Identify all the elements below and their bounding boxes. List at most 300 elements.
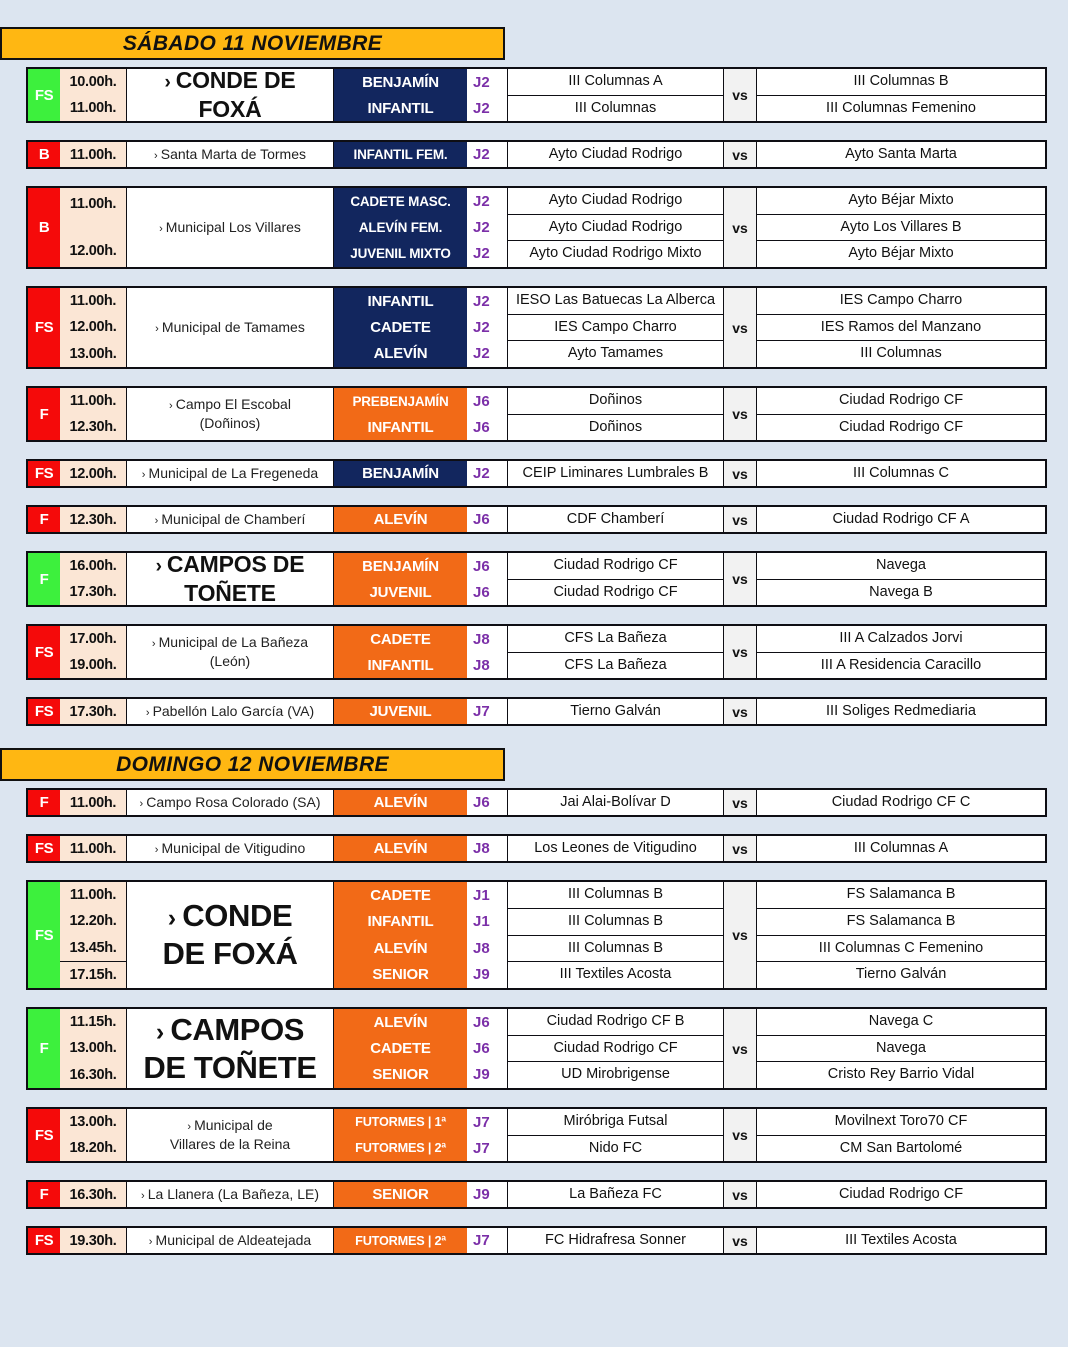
time-column [60, 507, 127, 532]
block-gap [0, 607, 1068, 624]
time-cell: 13.00h. [69, 1040, 117, 1057]
sport-badge: B [28, 188, 60, 267]
vs-separator: vs [724, 553, 757, 605]
chevron-right-icon: › [167, 904, 183, 933]
home-team-cell: Ciudad Rodrigo CF [508, 1035, 723, 1062]
away-team-cell: III Columnas A [853, 839, 949, 856]
time-cell: 11.00h. [69, 887, 117, 904]
jornada-cell: J6 [473, 511, 490, 528]
time-cell: 16.00h. [69, 558, 117, 574]
vs-separator: vs [724, 1182, 757, 1207]
vs-separator: vs [724, 1228, 757, 1253]
jornada-column [467, 699, 508, 724]
venue-cell [127, 1109, 334, 1161]
jornada-column [467, 790, 508, 815]
jornada-column [467, 626, 508, 678]
time-cell: 12.30h. [69, 419, 117, 435]
jornada-column [467, 1182, 508, 1207]
schedule-block [26, 697, 1047, 726]
category-column [334, 69, 467, 121]
home-team-cell: UD Mirobrigense [508, 1061, 723, 1088]
away-team-cell: Navega [876, 557, 926, 574]
category-cell: INFANTIL [367, 913, 434, 931]
schedule-block [26, 286, 1047, 369]
time-cell: 17.30h. [69, 703, 117, 720]
category-cell: CADETE [370, 1039, 431, 1057]
home-team-cell: III Columnas B [508, 908, 723, 935]
block-gap [0, 1090, 1068, 1107]
home-team-cell: Miróbriga Futsal [563, 1113, 668, 1130]
away-team-cell: Movilnext Toro70 CF [834, 1113, 968, 1130]
away-team-cell: FS Salamanca B [846, 886, 956, 903]
away-team-column [757, 699, 1045, 724]
away-team-cell: Ayto Santa Marta [845, 145, 957, 162]
venue-label: › Municipal de La Fregeneda [141, 465, 319, 482]
day-banner-2 [0, 748, 505, 781]
vs-separator: vs [724, 836, 757, 861]
away-team-cell: IES Campo Charro [839, 292, 963, 309]
vs-separator: vs [724, 507, 757, 532]
home-team-cell: Tierno Galván [570, 702, 661, 719]
jornada-cell: J9 [473, 966, 490, 984]
category-column [334, 790, 467, 815]
category-cell: INFANTIL [367, 292, 434, 310]
time-column [60, 1009, 127, 1088]
category-cell: ALEVÍN [373, 1013, 428, 1031]
jornada-cell: J7 [473, 1139, 490, 1157]
venue-cell [127, 69, 334, 121]
sport-badge: FS [28, 461, 60, 486]
home-team-column [508, 790, 724, 815]
away-team-cell: IES Ramos del Manzano [757, 314, 1045, 341]
away-team-column [757, 1109, 1045, 1161]
jornada-cell: J2 [473, 245, 490, 263]
category-cell: SENIOR [372, 1066, 429, 1084]
time-cell: 16.30h. [69, 1066, 117, 1083]
sport-badge: B [28, 142, 60, 167]
block-gap [0, 534, 1068, 551]
away-team-column [757, 288, 1045, 367]
sport-badge: FS [28, 69, 60, 121]
venue-cell [127, 461, 334, 486]
jornada-cell: J7 [473, 1232, 490, 1249]
schedule-block [26, 505, 1047, 534]
time-column [60, 790, 127, 815]
chevron-right-icon: › [139, 798, 147, 811]
category-cell: FUTORMES | 2ª [355, 1141, 446, 1155]
chevron-right-icon: › [154, 515, 162, 528]
category-column [334, 882, 467, 988]
jornada-cell: J9 [473, 1186, 490, 1203]
away-team-cell: Ciudad Rodrigo CF A [832, 510, 970, 527]
home-team-cell: Nido FC [508, 1135, 723, 1162]
category-cell: CADETE [370, 318, 431, 336]
category-column [334, 188, 467, 267]
time-cell: 13.00h. [69, 345, 117, 362]
venue-cell [127, 882, 334, 988]
jornada-cell: J6 [473, 418, 490, 436]
banner-spacer [0, 726, 1068, 748]
away-team-cell: Navega B [757, 579, 1045, 606]
block-gap [0, 269, 1068, 286]
jornada-column [467, 882, 508, 988]
away-team-cell: III Columnas Femenino [757, 95, 1045, 122]
jornada-column [467, 1009, 508, 1088]
venue-cell [127, 1182, 334, 1207]
time-column [60, 1109, 127, 1161]
jornada-cell: J6 [473, 1013, 490, 1031]
away-team-column [757, 626, 1045, 678]
block-gap [0, 369, 1068, 386]
category-cell: ALEVÍN [373, 345, 428, 363]
home-team-cell: III Columnas B [508, 935, 723, 962]
jornada-column [467, 69, 508, 121]
sport-badge: FS [28, 1109, 60, 1161]
time-cell: 11.00h. [69, 100, 117, 116]
category-column [334, 461, 467, 486]
jornada-cell: J2 [473, 99, 490, 117]
sport-badge: F [28, 790, 60, 815]
chevron-right-icon: › [145, 707, 153, 720]
schedule-block [26, 788, 1047, 817]
away-team-cell: III Columnas C [853, 464, 949, 481]
jornada-cell: J2 [473, 345, 490, 363]
time-column [60, 288, 127, 367]
home-team-cell: Jai Alai-Bolívar D [560, 793, 671, 810]
time-cell: 12.00h. [69, 465, 117, 482]
time-cell: 12.00h. [69, 319, 117, 336]
banner-spacer [0, 0, 1068, 27]
sport-badge: F [28, 388, 60, 440]
away-team-cell: III Columnas B [853, 73, 949, 90]
category-column [334, 1228, 467, 1253]
schedule-block [26, 1226, 1047, 1255]
home-team-cell: III Textiles Acosta [508, 961, 723, 988]
away-team-column [757, 142, 1045, 167]
block-gap [0, 488, 1068, 505]
time-cell: 11.00h. [69, 195, 117, 212]
chevron-right-icon: › [155, 323, 162, 336]
jornada-cell: J8 [473, 630, 490, 648]
away-team-column [757, 188, 1045, 267]
category-column [334, 1182, 467, 1207]
jornada-cell: J8 [473, 656, 490, 674]
chevron-right-icon: › [148, 1236, 156, 1249]
jornada-column [467, 188, 508, 267]
category-cell: JUVENIL [369, 583, 432, 601]
chevron-right-icon: › [187, 1121, 195, 1134]
time-cell: 19.00h. [69, 657, 117, 673]
sport-badge: FS [28, 836, 60, 861]
vs-separator: vs [724, 288, 757, 367]
time-cell: 11.00h. [69, 794, 117, 811]
home-team-cell: Ciudad Rodrigo CF [553, 557, 678, 574]
away-team-column [757, 461, 1045, 486]
jornada-cell: J8 [473, 840, 490, 857]
category-column [334, 553, 467, 605]
jornada-cell: J7 [473, 1113, 490, 1131]
sport-badge: FS [28, 1228, 60, 1253]
category-cell: ALEVÍN FEM. [358, 219, 443, 235]
jornada-cell: J2 [473, 318, 490, 336]
venue-label: › CONDE DE FOXÁ [164, 67, 296, 122]
home-team-column [508, 626, 724, 678]
home-team-cell: Ciudad Rodrigo CF B [546, 1013, 685, 1030]
category-cell: CADETE [370, 886, 431, 904]
away-team-cell: Ciudad Rodrigo CF [757, 414, 1045, 441]
home-team-column [508, 1109, 724, 1161]
time-column [60, 69, 127, 121]
venue-cell [127, 836, 334, 861]
category-cell: CADETE [370, 630, 431, 648]
sport-badge: FS [28, 699, 60, 724]
venue-label: › Campo El Escobal (Doñinos) [169, 396, 291, 431]
home-team-column [508, 836, 724, 861]
chevron-right-icon: › [151, 638, 159, 651]
venue-cell [127, 1009, 334, 1088]
time-cell: 11.00h. [69, 393, 117, 409]
schedule-block [26, 459, 1047, 488]
time-cell: 11.00h. [69, 146, 117, 163]
sport-badge: FS [28, 288, 60, 367]
venue-cell [127, 388, 334, 440]
block-gap [0, 863, 1068, 880]
jornada-cell: J2 [473, 218, 490, 236]
jornada-cell: J8 [473, 939, 490, 957]
home-team-column [508, 69, 724, 121]
venue-label: › Municipal de Chamberí [154, 511, 306, 528]
jornada-cell: J2 [473, 465, 490, 482]
away-team-column [757, 1228, 1045, 1253]
home-team-column [508, 1228, 724, 1253]
away-team-cell: Ayto Béjar Mixto [757, 240, 1045, 267]
venue-label: › Municipal de La Bañeza (León) [151, 634, 309, 669]
category-cell: FUTORMES | 2ª [355, 1233, 446, 1248]
vs-separator: vs [724, 882, 757, 988]
vs-separator: vs [724, 388, 757, 440]
jornada-cell: J2 [473, 73, 490, 91]
home-team-cell: Ayto Ciudad Rodrigo Mixto [508, 240, 723, 267]
venue-cell [127, 626, 334, 678]
home-team-column [508, 1009, 724, 1088]
chevron-right-icon: › [155, 556, 167, 578]
jornada-cell: J6 [473, 794, 490, 811]
jornada-cell: J7 [473, 703, 490, 720]
category-cell: BENJAMÍN [362, 557, 439, 575]
home-team-column [508, 461, 724, 486]
home-team-cell: CEIP Liminares Lumbrales B [522, 464, 709, 481]
home-team-cell: III Columnas [508, 95, 723, 122]
schedule-block [26, 1180, 1047, 1209]
schedule-block [26, 1007, 1047, 1090]
time-cell: 11.00h. [69, 293, 117, 310]
away-team-column [757, 507, 1045, 532]
time-cell [60, 220, 126, 236]
home-team-column [508, 507, 724, 532]
time-column [60, 1182, 127, 1207]
venue-label: › Municipal Los Villares [159, 219, 301, 236]
venue-label: › CONDE DE FOXÁ [162, 898, 298, 971]
schedule-block [26, 1107, 1047, 1163]
sport-badge: F [28, 507, 60, 532]
time-column [60, 553, 127, 605]
jornada-column [467, 553, 508, 605]
home-team-cell: III Columnas A [568, 73, 663, 90]
category-column [334, 507, 467, 532]
category-cell: FUTORMES | 1ª [355, 1115, 446, 1129]
home-team-cell: Ciudad Rodrigo CF [508, 579, 723, 606]
home-team-cell: Ayto Ciudad Rodrigo [548, 192, 683, 209]
schedule-block [26, 834, 1047, 863]
category-column [334, 699, 467, 724]
sport-badge: F [28, 553, 60, 605]
time-cell: 13.45h. [69, 939, 117, 956]
time-cell: 12.30h. [69, 511, 117, 528]
jornada-column [467, 461, 508, 486]
schedule-block [26, 140, 1047, 169]
time-cell: 19.30h. [69, 1232, 117, 1249]
block-gap [0, 680, 1068, 697]
sport-badge: F [28, 1009, 60, 1088]
jornada-cell: J9 [473, 1066, 490, 1084]
venue-label: › Municipal de Tamames [155, 319, 305, 336]
category-cell: CADETE MASC. [350, 193, 451, 209]
away-team-cell: Cristo Rey Barrio Vidal [757, 1061, 1045, 1088]
time-column [60, 882, 127, 988]
category-cell: INFANTIL [367, 99, 434, 117]
venue-label: › Municipal de Villares de la Reina [169, 1117, 291, 1152]
jornada-cell: J2 [473, 292, 490, 310]
jornada-cell: J1 [473, 913, 490, 931]
home-team-cell: CDF Chamberí [566, 510, 665, 527]
category-cell: BENJAMÍN [362, 73, 439, 91]
category-cell: JUVENIL MIXTO [350, 246, 451, 262]
jornada-column [467, 1109, 508, 1161]
category-cell: INFANTIL [367, 418, 434, 436]
time-column [60, 836, 127, 861]
away-team-cell: III A Residencia Caracillo [757, 652, 1045, 679]
block-gap [0, 1209, 1068, 1226]
away-team-cell: Ayto Béjar Mixto [848, 192, 954, 209]
time-cell: 17.30h. [69, 584, 117, 600]
time-cell: 18.20h. [69, 1140, 117, 1156]
chevron-right-icon: › [169, 400, 176, 413]
category-column [334, 388, 467, 440]
home-team-cell: Doñinos [508, 414, 723, 441]
time-column [60, 188, 127, 267]
schedule-block [26, 551, 1047, 607]
block-gap [0, 817, 1068, 834]
away-team-cell: III Columnas [757, 340, 1045, 367]
time-cell: 13.00h. [69, 1114, 117, 1130]
chevron-right-icon: › [141, 469, 149, 482]
time-cell: 10.00h. [69, 74, 117, 90]
chevron-right-icon: › [164, 72, 176, 94]
sport-badge: F [28, 1182, 60, 1207]
venue-cell [127, 1228, 334, 1253]
category-column [334, 142, 467, 167]
venue-cell [127, 188, 334, 267]
time-cell: 12.20h. [69, 913, 117, 930]
vs-separator: vs [724, 461, 757, 486]
vs-separator: vs [724, 142, 757, 167]
venue-label: › Campo Rosa Colorado (SA) [139, 794, 321, 811]
category-column [334, 288, 467, 367]
away-team-cell: CM San Bartolomé [757, 1135, 1045, 1162]
jornada-column [467, 388, 508, 440]
jornada-cell: J2 [473, 146, 490, 163]
chevron-right-icon: › [159, 223, 166, 236]
category-column [334, 626, 467, 678]
sport-badge: FS [28, 882, 60, 988]
time-column [60, 461, 127, 486]
time-column [60, 142, 127, 167]
away-team-column [757, 882, 1045, 988]
away-team-cell: III A Calzados Jorvi [839, 630, 963, 647]
home-team-cell: IES Campo Charro [508, 314, 723, 341]
category-column [334, 1009, 467, 1088]
away-team-cell: FS Salamanca B [757, 908, 1045, 935]
away-team-column [757, 790, 1045, 815]
chevron-right-icon: › [155, 1017, 171, 1046]
jornada-column [467, 288, 508, 367]
time-cell: 12.00h. [69, 243, 117, 260]
category-cell: ALEVÍN [373, 794, 428, 811]
away-team-cell: Ciudad Rodrigo CF [838, 392, 964, 409]
home-team-column [508, 553, 724, 605]
block-gap [0, 1163, 1068, 1180]
vs-separator: vs [724, 1009, 757, 1088]
block-gap [0, 990, 1068, 1007]
jornada-cell: J6 [473, 557, 490, 575]
jornada-column [467, 507, 508, 532]
time-cell: 17.15h. [60, 961, 126, 988]
home-team-cell: FC Hidrafresa Sonner [544, 1231, 687, 1248]
venue-label: › CAMPOS DE TOÑETE [155, 551, 305, 606]
away-team-cell: Navega C [868, 1013, 934, 1030]
jornada-cell: J2 [473, 192, 490, 210]
jornada-cell: J6 [473, 1039, 490, 1057]
schedule-block [26, 67, 1047, 123]
venue-label: › Municipal de Aldeatejada [148, 1232, 312, 1249]
venue-label: › Municipal de Vitigudino [154, 840, 306, 857]
venue-cell [127, 507, 334, 532]
away-team-cell: Tierno Galván [757, 961, 1045, 988]
category-cell: INFANTIL FEM. [353, 147, 448, 162]
time-column [60, 1228, 127, 1253]
home-team-cell: Ayto Ciudad Rodrigo [548, 145, 683, 162]
home-team-cell: IESO Las Batuecas La Alberca [515, 292, 716, 309]
day-banner-label: SÁBADO 11 NOVIEMBRE [122, 31, 383, 55]
jornada-column [467, 1228, 508, 1253]
category-cell: ALEVÍN [373, 939, 428, 957]
home-team-column [508, 1182, 724, 1207]
block-gap [0, 123, 1068, 140]
away-team-cell: III Columnas C Femenino [757, 935, 1045, 962]
category-column [334, 836, 467, 861]
category-cell: INFANTIL [367, 656, 434, 674]
time-column [60, 699, 127, 724]
jornada-cell: J6 [473, 583, 490, 601]
away-team-column [757, 553, 1045, 605]
home-team-column [508, 699, 724, 724]
venue-label: › La Llanera (La Bañeza, LE) [141, 1186, 319, 1203]
vs-separator: vs [724, 69, 757, 121]
home-team-column [508, 288, 724, 367]
venue-cell [127, 790, 334, 815]
away-team-cell: Ciudad Rodrigo CF [838, 1185, 964, 1202]
time-column [60, 388, 127, 440]
